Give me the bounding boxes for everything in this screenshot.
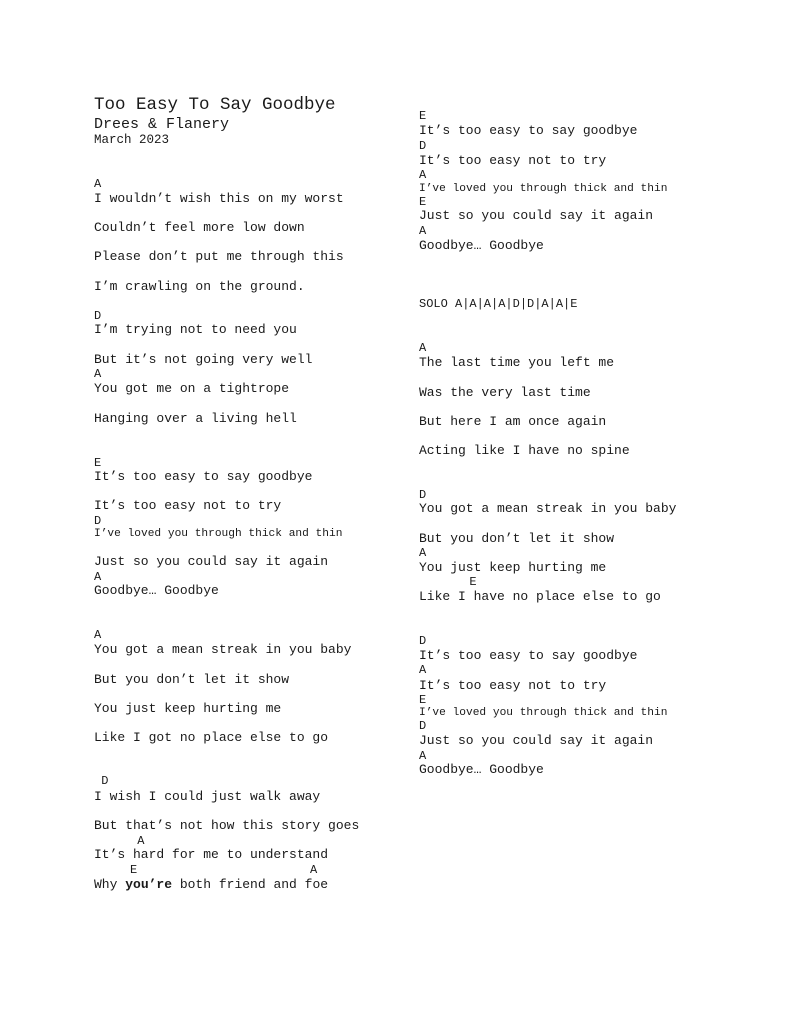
chord-line: D: [419, 139, 427, 153]
lyric-line: It’s too easy to say goodbye: [419, 648, 638, 663]
song-date: March 2023: [94, 133, 170, 147]
lyric-line: Goodbye… Goodbye: [419, 238, 544, 253]
chord-line: A: [94, 367, 102, 381]
lyric-segment-bold: you’re: [125, 877, 173, 892]
chord-line: D: [419, 488, 427, 502]
chord-line: E: [419, 693, 427, 707]
lyric-line: But you don’t let it show: [94, 672, 290, 687]
lyric-line: Just so you could say it again: [419, 208, 654, 223]
lyric-line: It’s too easy not to try: [419, 153, 607, 168]
lyric-line: I’m crawling on the ground.: [94, 279, 305, 294]
lyric-line: I wish I could just walk away: [94, 789, 321, 804]
lyric-line: It’s too easy not to try: [419, 678, 607, 693]
lyric-segment: Why: [94, 877, 126, 892]
lyric-line: You got a mean streak in you baby: [94, 642, 352, 657]
lyric-line: It’s too easy to say goodbye: [94, 469, 313, 484]
lyric-line: But here I am once again: [419, 414, 607, 429]
chord-line: A: [419, 224, 427, 238]
solo-line: SOLO A|A|A|A|D|D|A|A|E: [419, 297, 578, 311]
lyric-line: You got me on a tightrope: [94, 381, 290, 396]
chord-line: A: [419, 749, 427, 763]
lyric-line: It’s too easy not to try: [94, 498, 282, 513]
lyric-line: Please don’t put me through this: [94, 249, 344, 264]
lyric-line: [94, 877, 328, 892]
lyric-line: But that’s not how this story goes: [94, 818, 360, 833]
chord-line: D: [94, 309, 102, 323]
chord-line: E: [419, 109, 427, 123]
song-title: Too Easy To Say Goodbye: [94, 95, 336, 115]
chord-line: E A: [94, 863, 318, 877]
lyric-line: Acting like I have no spine: [419, 443, 630, 458]
chord-line: E: [419, 575, 477, 589]
lyric-line: Goodbye… Goodbye: [94, 583, 219, 598]
lyric-line: Was the very last time: [419, 385, 591, 400]
chord-line: A: [94, 570, 102, 584]
chord-line: D: [94, 514, 102, 528]
chord-line: A: [94, 834, 145, 848]
lyric-line: I’ve loved you through thick and thin: [94, 528, 343, 540]
lyric-line: I’ve loved you through thick and thin: [419, 183, 668, 195]
lyric-line: I’ve loved you through thick and thin: [419, 707, 668, 719]
lyric-line: Hanging over a living hell: [94, 411, 297, 426]
chord-line: A: [419, 168, 427, 182]
lyric-line: I wouldn’t wish this on my worst: [94, 191, 344, 206]
lyric-line: You just keep hurting me: [94, 701, 282, 716]
song-artist: Drees & Flanery: [94, 116, 230, 133]
chord-line: A: [419, 546, 427, 560]
lyric-line: I’m trying not to need you: [94, 322, 297, 337]
chord-line: A: [419, 663, 427, 677]
chord-line: D: [419, 634, 427, 648]
lyric-line: Couldn’t feel more low down: [94, 220, 305, 235]
lyric-line: But you don’t let it show: [419, 531, 615, 546]
lyric-line: It’s hard for me to understand: [94, 847, 329, 862]
lyric-segment: both friend and foe: [172, 877, 329, 892]
chord-line: A: [419, 341, 427, 355]
lyric-line: Just so you could say it again: [419, 733, 654, 748]
chord-line: A: [94, 628, 102, 642]
lyric-line: It’s too easy to say goodbye: [419, 123, 638, 138]
lyric-line: You got a mean streak in you baby: [419, 501, 677, 516]
chord-line: D: [94, 774, 109, 788]
chord-line: E: [94, 456, 102, 470]
lyric-line: Like I got no place else to go: [94, 730, 329, 745]
lyric-line: The last time you left me: [419, 355, 615, 370]
lyric-line: Goodbye… Goodbye: [419, 762, 544, 777]
lyric-line: Just so you could say it again: [94, 554, 329, 569]
lyric-line: But it’s not going very well: [94, 352, 313, 367]
chord-line: E: [419, 195, 427, 209]
lyric-line: Like I have no place else to go: [419, 589, 661, 604]
chord-line: D: [419, 719, 427, 733]
lyric-line: You just keep hurting me: [419, 560, 607, 575]
chord-line: A: [94, 177, 102, 191]
